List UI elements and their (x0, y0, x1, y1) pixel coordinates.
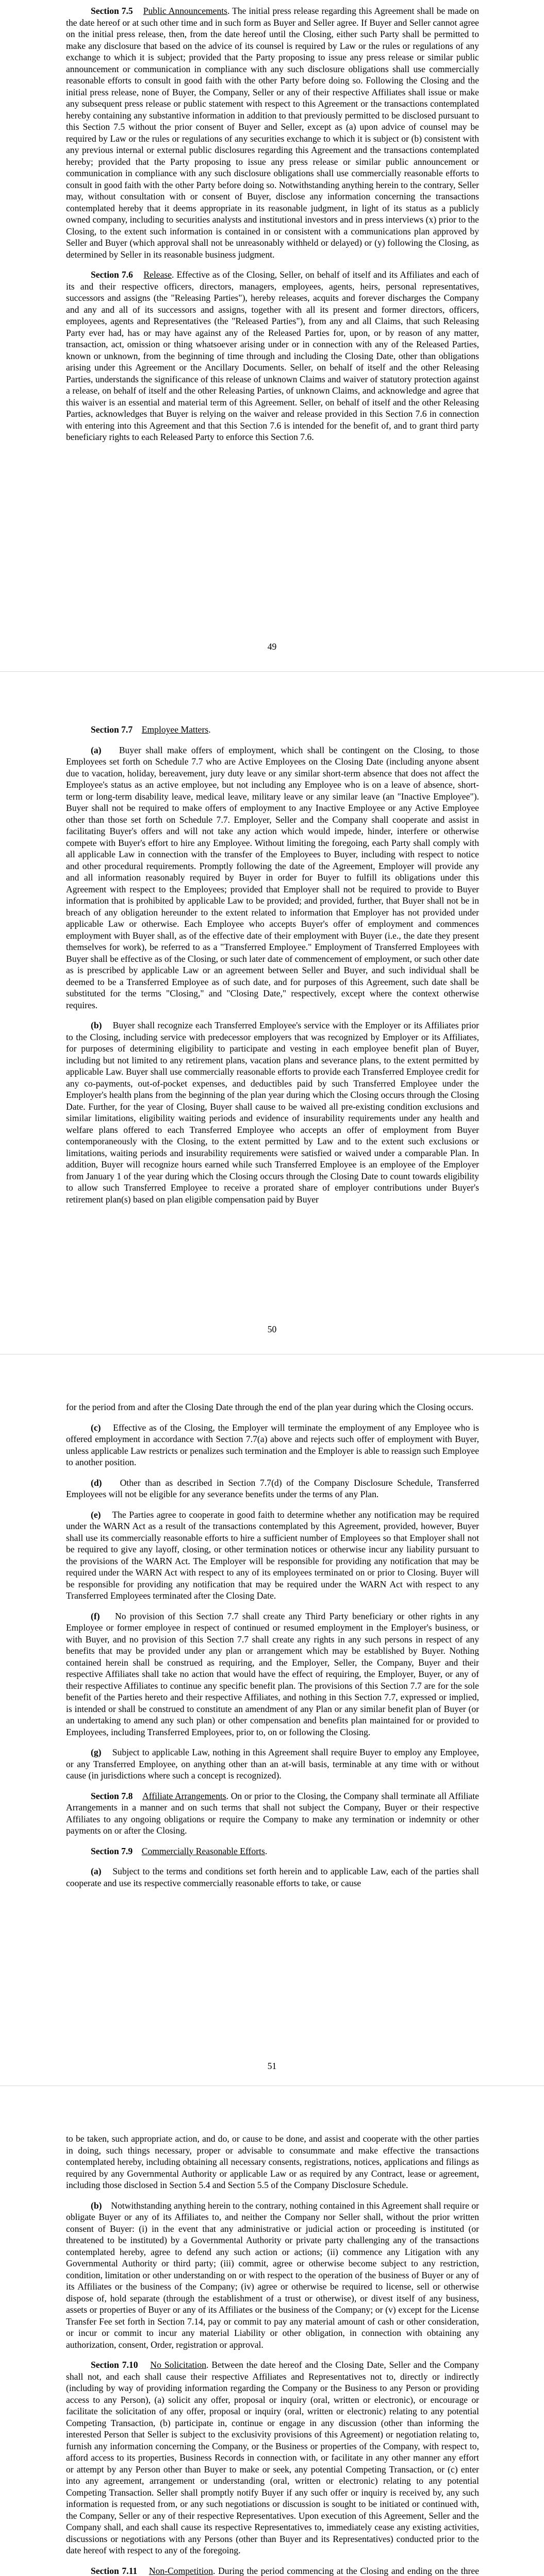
subsection-label: (f) (91, 1611, 100, 1621)
subsection-paragraph (66, 744, 479, 1011)
section-heading: Public Announcements (143, 6, 228, 16)
section-number: Section 7.10 (91, 2360, 138, 2370)
subsection-label: (a) (91, 1866, 102, 1876)
section-heading: Non-Competition (149, 2565, 213, 2576)
paragraph-text: Buyer shall recognize each Transferred Employee's service with the Employer or its Affiliates prior to the Closing, including service with predecessor employers that was recognized by Employer or its Affiliates, for purposes of determining eligibility to participate and vesting in each employee benefit plan of Buyer, including but not limited to any retirement plans, vacation plans and severance plans, to the extent permitted by applicable Law. Buyer shall use commercially reasonable efforts to provide each Transferred Employee credit for any co-payments, out-of-pocket expenses, and deductibles paid by such Transferred Employee under the Employer's health plans from the beginning of the plan year during which the Closing occurs through the Closing Date. Further, for the year of Closing, Buyer shall cause to be waived all pre-existing condition exclusions and similar limitations, eligibility waiting periods and evidence of insurability requirements under any health and welfare plans offered to each Transferred Employee who accepts an offer of employment from Buyer contemporaneously with the Closing, to the extent permitted by Law and to the extent such exclusions or limitations, waiting periods and insurability requirements were satisfied or waived under a comparable Plan. In addition, Buyer will recognize hours earned while such Transferred Employee is an employee of the Employer from January 1 of the year during which the Closing occurs through the Closing Date to count towards eligibility to allow such Transferred Employee to receive a prorated share of employer contributions under Buyer's retirement plan(s) based on plan eligible compensation paid by Buyer (66, 1020, 480, 1205)
paragraph-text: . The initial press release regarding this Agreement shall be made on the date hereof or at such other time and in such form as Buyer and Seller agree. If Buyer and Seller cannot agree on the initial press release, then, from the date hereof until the Closing, either such Party shall be permitted to make any disclosure that based on the advice of its counsel is required by Law or the rules or regulations of any exchange to which it is subject; provided that the Party proposing to issue any press release or similar public announcement or communication in compliance with any such disclosure obligations shall use commercially reasonable efforts to consult in good faith with the other Party before doing so. Following the Closing and the initial press release, none of Buyer, the Company, Seller or any of their respective Affiliates shall issue or make any subsequent press release or public statement with respect to this Agreement or the transactions contemplated hereby containing any substantive information in addition to that previously permitted to be disclosed pursuant to this Section 7.5 without the prior consent of Buyer and Seller, except as (a) upon advice of counsel may be required by Law or the rules or regulations of any securities exchange to which it is subject or (b) consistent with any previous internal or external public disclosures regarding this Agreement and the transactions contemplated hereby; provided that the Party proposing to issue any press release or similar public announcement or communication in compliance with any such disclosure obligations shall use commercially reasonable efforts to consult in good faith with the other Party before doing so. Notwithstanding anything herein to the contrary, Seller may, without consultation with or consent of Buyer, disclose any information concerning the transactions contemplated hereby that it deems appropriate in its reasonable judgment, in light of its status as a publicly owned company, including to securities analysts and institutional investors and in press interviews (x) prior to the Closing, to the extent such information is contained in or consistent with a communications plan approved by Seller and Buyer (which approval shall not be unreasonably withheld or delayed) or (y) following the Closing, as determined by Seller in its reasonable business judgment. (66, 6, 479, 260)
paragraph-text: . Effective as of the Closing, Seller, on behalf of itself and its Affiliates and each of its and their respective officers, directors, managers, employees, agents, heirs, personal representatives, successors and assigns (the "Releasing Parties"), hereby releases, acquits and forever discharges the Company and any and all of its successors and assigns, together with all its present and former directors, officers, employees, agents and Representatives (the "Released Parties"), from any and all Claims, that such Releasing Party ever had, has or may have against any of the Released Parties for, upon, or by reason of any matter, transaction, act, omission or thing whatsoever arising under or in connection with any of the Released Parties, known or unknown, from the beginning of time through and including the Closing Date, other than obligations arising under this Agreement or the Ancillary Documents. Seller, on behalf of itself and the other Releasing Parties, understands the significance of this release of unknown Claims and waiver of statutory protection against a release, on behalf of itself and the other Releasing Parties, of unknown Claims, and acknowledge and agree that this waiver is an essential and material term of this Agreement. Seller, on behalf of itself and the other Releasing Parties, acknowledges that Buyer is relying on the waiver and release provided in this Section 7.6 in connection with entering into this Agreement and that this Section 7.6 is intended for the benefit of, and to grant third party beneficiary rights to each Released Party to enforce this Section 7.6. (66, 269, 480, 442)
continuation-paragraph (66, 2133, 479, 2191)
subsection-label: (c) (91, 1422, 101, 1433)
subsection-paragraph (66, 1747, 479, 1782)
page-body (66, 724, 479, 1214)
subsection-label: (e) (91, 1509, 101, 1520)
page-number: 50 (267, 1324, 277, 1334)
section-number: Section 7.7 (91, 724, 133, 735)
subsection-label: (b) (91, 2200, 102, 2211)
paragraph-text: . During the period commencing at the Closing and ending on the three (213, 2565, 480, 2576)
section-number: Section 7.5 (91, 6, 133, 16)
paragraph-text: Subject to the terms and conditions set forth herein and to applicable Law, each of the parties shall cooperate and use its respective commercially reasonable efforts to take, or cause (66, 1866, 479, 1888)
section-heading: No Solicitation (150, 2360, 207, 2370)
section-paragraph (66, 5, 479, 260)
section-heading: Commercially Reasonable Efforts (141, 1845, 265, 1856)
paragraph-text: . (265, 1845, 268, 1856)
page-body (66, 2133, 479, 2576)
paragraph-text: to be taken, such appropriate action, and do, or cause to be done, and assist and cooperate with the other parties in doing, such things necessary, proper or advisable to consummate and make effective the transactions contemplated hereby, including obtaining all necessary consents, registrations, notices, applications and filings as required by any Governmental Authority or applicable Law or as required by any Contract, lease or agreement, including those disclosed in Section 5.4 and Section 5.5 of the Company Disclosure Schedule. (66, 2133, 479, 2190)
section-number: Section 7.9 (91, 1845, 133, 1856)
document-page (0, 2087, 544, 2576)
paragraph-text: . On or prior to the Closing, the Company shall terminate all Affiliate Arrangements in a manner and on such terms that shall not subject the Company, Buyer or their respective Affiliates to any ongoing obligations or require the Company to make any termination or indemnity or other payments on or after the Closing. (66, 1790, 480, 1836)
paragraph-text: The Parties agree to cooperate in good faith to determine whether any notification may be required under the WARN Act as a result of the transactions contemplated by this Agreement, provided, however, Buyer shall use its commercially reasonable efforts to hire a sufficient number of Employees so that Employer shall not be required to give any layoff, closing, or other termination notices or otherwise incur any liability pursuant to the provisions of the WARN Act. The Employer will be responsible for providing any notification that may be required under the WARN Act with respect to any of its employees terminated on or prior to Closing. Buyer will be responsible for providing any notification that may be required under the WARN Act with respect to any Transferred Employees terminated after the Closing Date. (66, 1509, 479, 1601)
section-paragraph (66, 269, 479, 443)
subsection-paragraph (66, 1509, 479, 1602)
paragraph-text: Effective as of the Closing, the Employer will terminate the employment of any Employee who is offered employment in accordance with Section 7.7(a) above and rejects such offer of employment with Buyer, unless applicable Law restricts or penalizes such termination and the Employer is able to reassign such Employee to another position. (66, 1422, 479, 1467)
document-page (0, 672, 544, 1355)
subsection-paragraph (66, 2200, 479, 2351)
document-page (0, 0, 544, 672)
subsection-paragraph (66, 1611, 479, 1738)
subsection-label: (g) (91, 1747, 102, 1757)
section-number: Section 7.6 (91, 269, 133, 280)
page-number: 49 (267, 641, 277, 652)
section-heading: Affiliate Arrangements (142, 1790, 226, 1801)
paragraph-text: Buyer shall make offers of employment, which shall be contingent on the Closing, to those Employees set forth on Schedule 7.7 who are Active Employees on the Closing Date (including anyone absent due to vacation, holiday, bereavement, jury duty leave or any similar short-term absence that does not affect the Employee's status as an active employee, but not including any Employee who is on a leave of absence, short-term or long-term disability leave, medical leave, military leave or any similar leave (an "Inactive Employee"). Buyer shall not be required to make offers of employment to any Inactive Employee or any Active Employee other than those set forth on Schedule 7.7. Employer, Seller and the Company shall cooperate and assist in facilitating Buyer's offers and will not take any action which would impede, hinder, interfere or otherwise compete with Buyer's effort to hire any Employee. Without limiting the foregoing, each Party shall comply with all applicable Law in connection with the transfer of the Employees to Buyer, including with respect to notice and other procedural requirements. Promptly following the date of the Agreement, Employer will provide any and all information reasonably required by Buyer in order for Buyer to fulfill its obligations under this Agreement with respect to the Employees; provided that Employer shall not be required to provide to Buyer information that is prohibited by applicable Law to be provided; and provided, further, that Buyer shall not be in breach of any obligation hereunder to the extent related to information that Employer has not provided under applicable Law or otherwise. Each Employee who accepts Buyer's offer of employment and commences employment with Buyer shall, as of the effective date of their employment with Buyer (i.e., the date they present themselves for work), be referred to as a "Transferred Employee." Employment of Transferred Employees with Buyer shall be effective as of the Closing, or such later date of commencement of employment, or such other date as is prescribed by applicable Law or an agreement between Seller and Buyer, and such individual shall be deemed to be a Transferred Employee as of such date, and for purposes of this Agreement, such date shall be substituted for the terms "Closing," and "Closing Date," respectively, except where the context otherwise requires. (66, 744, 480, 1010)
section-paragraph (66, 2359, 479, 2556)
subsection-paragraph (66, 1477, 479, 1500)
page-divider (0, 671, 544, 672)
section-paragraph (66, 1790, 479, 1837)
paragraph-text: Subject to applicable Law, nothing in this Agreement shall require Buyer to employ any Employee, or any Transferred Employee, on anything other than an at-will basis, terminable at any time with or without cause (in jurisdictions where such a concept is recognized). (66, 1747, 480, 1781)
paragraph-text: . Between the date hereof and the Closing Date, Seller and the Company shall not, and each shall cause their respective Affiliates and Representatives not to, directly or indirectly (including by way of providing information regarding the Company or the Business to any Person or providing access to any Person), (a) solicit any offer, proposal or inquiry (oral, written or electronic), or encourage or facilitate the solicitation of any offer, proposal or inquiry (oral, written or electronic) relating to any potential Competing Transaction, (b) participate in, continue or engage in any discussion (other than informing the interested Person that Seller is subject to the exclusivity provisions of this Agreement) or negotiation relating to, furnish any information concerning the Company, or the Business or properties of the Company, with respect to, afford access to its properties, Business Records in connection with, or facilitate in any other manner any effort or attempt by any Person other than Buyer to make or seek, any potential Competing Transaction, or (c) enter into any agreement, arrangement or understanding (oral, written or electronic) relating to any potential Competing Transaction. Seller shall promptly notify Buyer if any such offer or inquiry is received by, any such information is requested from, or any such negotiations or discussion is sought to be initiated or continued with, the Company, Seller or any of their respective Representatives. Upon execution of this Agreement, Seller and the Company shall, and each shall cause its respective Representatives to, immediately cease any existing activities, discussions or negotiations with any Persons (other than Buyer and its Representatives) conducted prior to the date hereof with respect to any of the foregoing. (66, 2360, 479, 2555)
section-heading: Employee Matters (141, 724, 209, 735)
page-body (66, 1401, 479, 1897)
section-number: Section 7.8 (91, 1790, 133, 1801)
section-number: Section 7.11 (91, 2565, 138, 2576)
section-paragraph (66, 2565, 479, 2576)
paragraph-text: Notwithstanding anything herein to the contrary, nothing contained in this Agreement shall require or obligate Buyer or any of its Affiliates to, and neither the Company nor Seller shall, without the prior written consent of Buyer: (i) in the event that any administrative or judicial action or proceeding is instituted (or threatened to be instituted) by a Governmental Authority or private party challenging any of the transactions contemplated hereby, agree to defend any such action or actions; (ii) commence any Litigation with any Governmental Authority or third party; (iii) commit, agree or otherwise become subject to any restriction, condition, limitation or other understanding on or with respect to the operation of the business of Buyer or any of its Affiliates or the business of the Company; (iv) agree or otherwise be required to license, sell or otherwise dispose of, hold separate (through the establishment of a trust or otherwise), or divest itself of any business, assets or properties of Buyer or any of its Affiliates or the business of the Company; or (v) except for the License Transfer Fee set forth in Section 7.14, pay or commit to pay any material amount of cash or other consideration, or incur or commit to incur any material Liability or other obligation, in connection with obtaining any authorization, consent, Order, registration or approval. (66, 2200, 479, 2350)
continuation-paragraph (66, 1401, 479, 1413)
subsection-paragraph (66, 1020, 479, 1205)
page-body (66, 5, 479, 452)
subsection-label: (b) (91, 1020, 102, 1030)
paragraph-text: . (208, 724, 211, 735)
paragraph-text: Other than as described in Section 7.7(d) of the Company Disclosure Schedule, Transferred Employees will not be eligible for any severance benefits under the terms of any Plan. (66, 1477, 479, 1499)
subsection-paragraph (66, 1422, 479, 1468)
section-paragraph (66, 1845, 479, 1857)
subsection-label: (a) (91, 744, 102, 755)
paragraph-text: No provision of this Section 7.7 shall create any Third Party beneficiary or other rights in any Employee or former employee in respect of continued or resumed employment in the Employer's business, or with Buyer, and no provision of this Section 7.7 shall create any rights in any such persons in respect of any benefits that may be provided under any plan or arrangement which may be established by Buyer. Nothing contained herein shall be construed as requiring, and the Employer, Seller, the Company, Buyer and their respective Affiliates shall take no action that would have the effect of requiring, the Employer, Buyer, or any of their respective Affiliates to continue any specific benefit plan. The provisions of this Section 7.7 are for the sole benefit of the Parties hereto and their respective Affiliates, and nothing in this Section 7.7, expressed or implied, is intended or shall be construed to constitute an amendment of any Plan or any similar benefit plan of Buyer (or an undertaking to amend any such plan) or other compensation and benefits plan maintained for or provided to Employees, including Transferred Employees, prior to, on or following the Closing. (66, 1611, 480, 1737)
section-paragraph (66, 724, 479, 736)
subsection-label: (d) (91, 1477, 102, 1488)
paragraph-text: for the period from and after the Closing Date through the end of the plan year during which the Closing occurs. (66, 1402, 474, 1412)
page-number: 51 (267, 2061, 277, 2071)
document-page (0, 1355, 544, 2087)
subsection-paragraph (66, 1866, 479, 1889)
section-heading: Release (143, 269, 172, 280)
